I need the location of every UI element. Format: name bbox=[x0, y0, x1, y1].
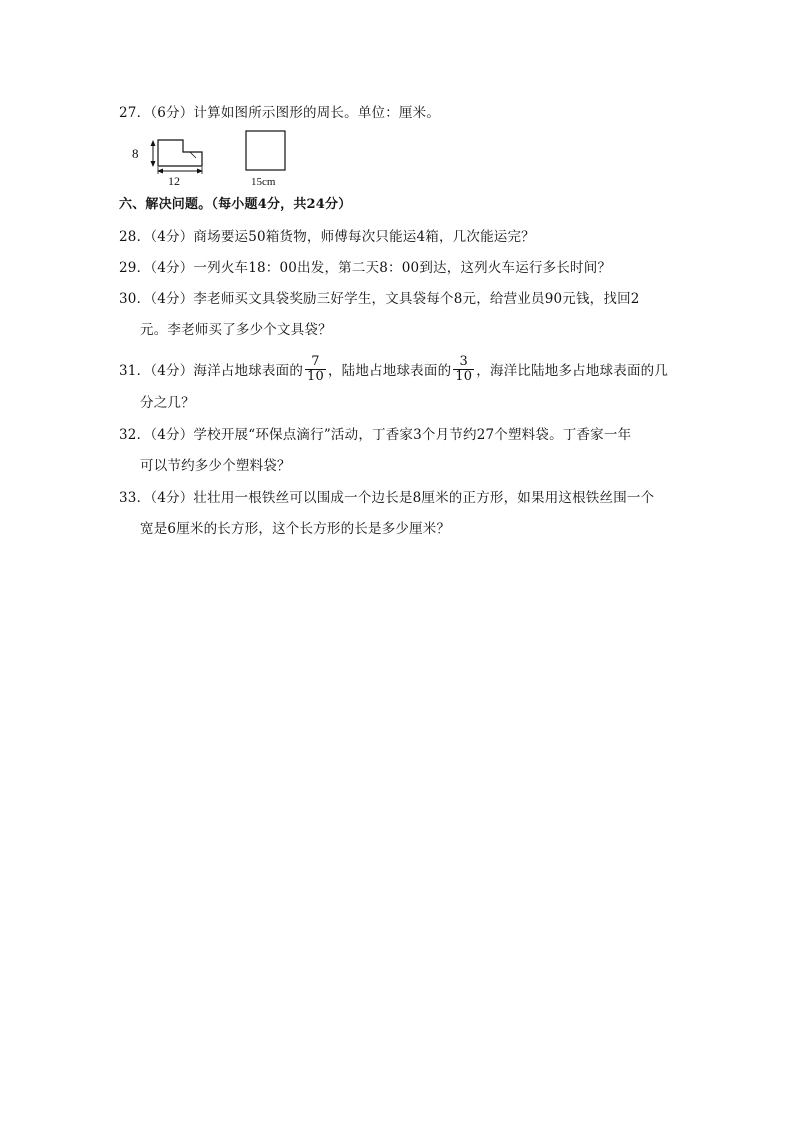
question-33-line-1: 33．（4分）壮壮用一根铁丝可以围成一个边长是8厘米的正方形，如果用这根铁丝围一个 bbox=[119, 490, 655, 506]
question-27: 27．（6分）计算如图所示图形的周长。单位：厘米。 bbox=[119, 105, 441, 121]
fraction-2-denominator: 10 bbox=[455, 369, 473, 384]
section-6-title: 六、解决问题。（每小题4分，共24分） bbox=[119, 197, 352, 212]
question-30-line-1: 30．（4分）李老师买文具袋奖励三好学生，文具袋每个8元，给营业员90元钱，找回2 bbox=[119, 291, 640, 307]
fraction-1-numerator: 7 bbox=[305, 355, 326, 370]
fraction-seven-tenths bbox=[305, 355, 326, 384]
question-31-part-1: 31．（4分）海洋占地球表面的 bbox=[119, 363, 304, 379]
height-arrow-top bbox=[151, 140, 156, 146]
question-30-line-2: 元。李老师买了多少个文具袋？ bbox=[140, 322, 332, 338]
question-28: 28．（4分）商场要运50箱货物，师傅每次只能运4箱，几次能运完？ bbox=[119, 229, 535, 245]
fraction-2-numerator: 3 bbox=[453, 355, 474, 370]
question-31-part-2: ，陆地占地球表面的 bbox=[327, 363, 452, 379]
question-29: 29．（4分）一列火车18：00出发，第二天8：00到达，这列火车运行多长时间？ bbox=[119, 260, 612, 276]
figure-height-label: 8 bbox=[132, 146, 139, 161]
question-33-line-2: 宽是6厘米的长方形，这个长方形的长是多少厘米？ bbox=[140, 521, 451, 537]
step-mark bbox=[190, 152, 196, 158]
figure-width-label: 12 bbox=[168, 174, 180, 188]
question-32-line-2: 可以节约多少个塑料袋？ bbox=[140, 458, 291, 474]
fraction-three-tenths bbox=[453, 355, 474, 384]
question-27-figure bbox=[130, 128, 300, 190]
square-shape bbox=[246, 131, 285, 170]
height-arrow-bottom bbox=[151, 161, 156, 167]
step-shape bbox=[158, 140, 202, 166]
question-31-part-3: ，海洋比陆地多占地球表面的几 bbox=[476, 363, 669, 379]
question-31-line-2: 分之几？ bbox=[140, 395, 195, 411]
fraction-1-denominator: 10 bbox=[307, 369, 324, 384]
square-side-label: 15cm bbox=[251, 176, 276, 188]
question-31-line-1 bbox=[119, 354, 669, 386]
question-32-line-1: 32．（4分）学校开展“环保点滴行”活动，丁香家3个月节约27个塑料袋。丁香家一年 bbox=[119, 427, 632, 443]
